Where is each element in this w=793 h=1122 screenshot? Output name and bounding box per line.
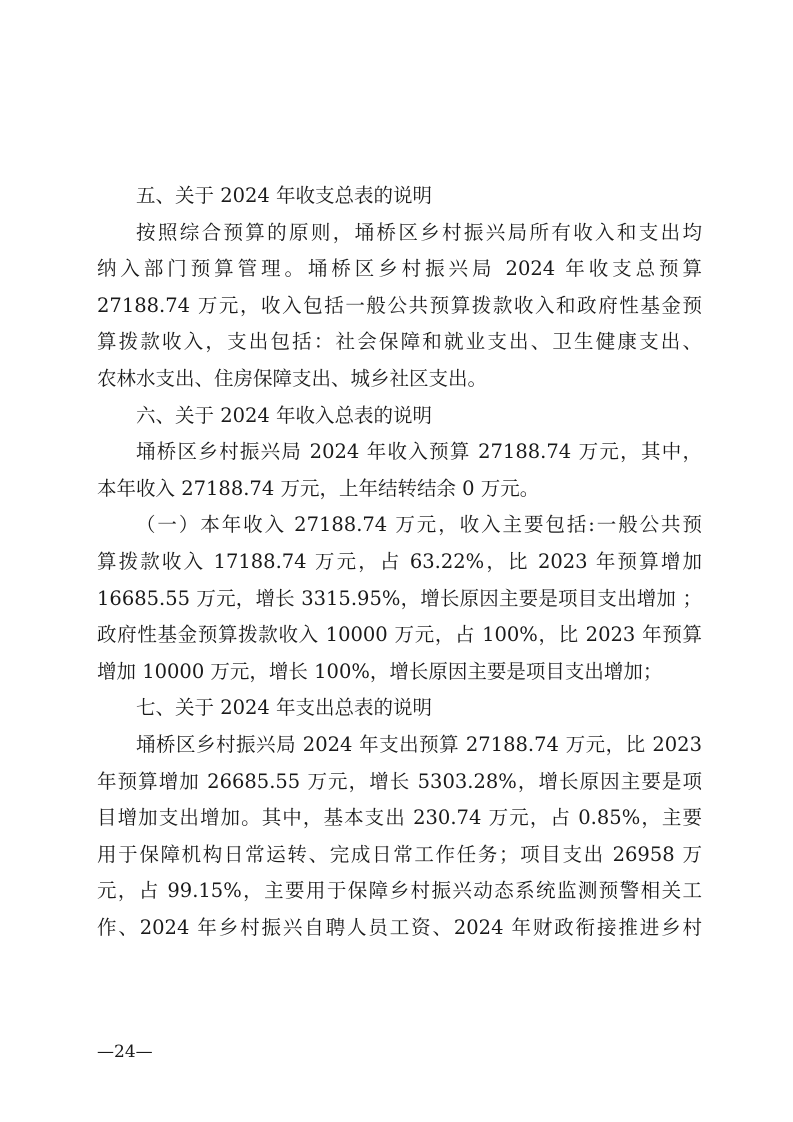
- text-line: 算拨款收入 17188.74 万元，占 63.22%，比 2023 年预算增加: [97, 549, 702, 573]
- section-heading-5: 五、关于 2024 年收支总表的说明: [136, 184, 433, 207]
- text-line: 按照综合预算的原则，埇桥区乡村振兴局所有收入和支出均: [136, 220, 702, 244]
- section-5-paragraph-1: [97, 215, 702, 398]
- text-line: 年预算增加 26685.55 万元，增长 5303.28%，增长原因主要是项: [97, 769, 702, 793]
- text-line: 纳入部门预算管理。埇桥区乡村振兴局 2024 年收支总预算: [97, 257, 702, 281]
- text-line: 政府性基金预算拨款收入 10000 万元，占 100%，比 2023 年预算: [97, 623, 702, 647]
- section-6-paragraph-1: [97, 434, 702, 507]
- text-line: （一）本年收入 27188.74 万元，收入主要包括:一般公共预: [136, 513, 702, 537]
- text-line: 埇桥区乡村振兴局 2024 年支出预算 27188.74 万元，比 2023: [136, 732, 702, 756]
- text-line: 本年收入 27188.74 万元，上年结转结余 0 万元。: [97, 476, 540, 500]
- text-line: 27188.74 万元，收入包括一般公共预算拨款收入和政府性基金预: [97, 293, 702, 317]
- text-line: 作、2024 年乡村振兴自聘人员工资、2024 年财政衔接推进乡村: [97, 915, 702, 939]
- text-line: 埇桥区乡村振兴局 2024 年收入预算 27188.74 万元，其中，: [136, 440, 702, 464]
- document-body: [97, 178, 702, 946]
- section-heading-6: 六、关于 2024 年收入总表的说明: [136, 403, 433, 427]
- text-line: 农林水支出、住房保障支出、城乡社区支出。: [97, 366, 488, 390]
- text-line: 算拨款收入，支出包括：社会保障和就业支出、卫生健康支出、: [97, 330, 702, 354]
- section-heading-7: 七、关于 2024 年支出总表的说明: [136, 696, 433, 720]
- section-7-paragraph-1: [97, 727, 702, 947]
- text-line: 增加 10000 万元，增长 100%，增长原因主要是项目支出增加；: [97, 659, 663, 683]
- page-number: —24—: [97, 1042, 153, 1062]
- text-line: 目增加支出增加。其中，基本支出 230.74 万元，占 0.85%，主要: [97, 806, 702, 830]
- text-line: 用于保障机构日常运转、完成日常工作任务；项目支出 26958 万: [97, 842, 702, 866]
- text-line: 元，占 99.15%，主要用于保障乡村振兴动态系统监测预警相关工: [97, 879, 702, 903]
- section-6-paragraph-2: [97, 507, 702, 690]
- text-line: 16685.55 万元，增长 3315.95%，增长原因主要是项目支出增加 ；: [97, 586, 702, 610]
